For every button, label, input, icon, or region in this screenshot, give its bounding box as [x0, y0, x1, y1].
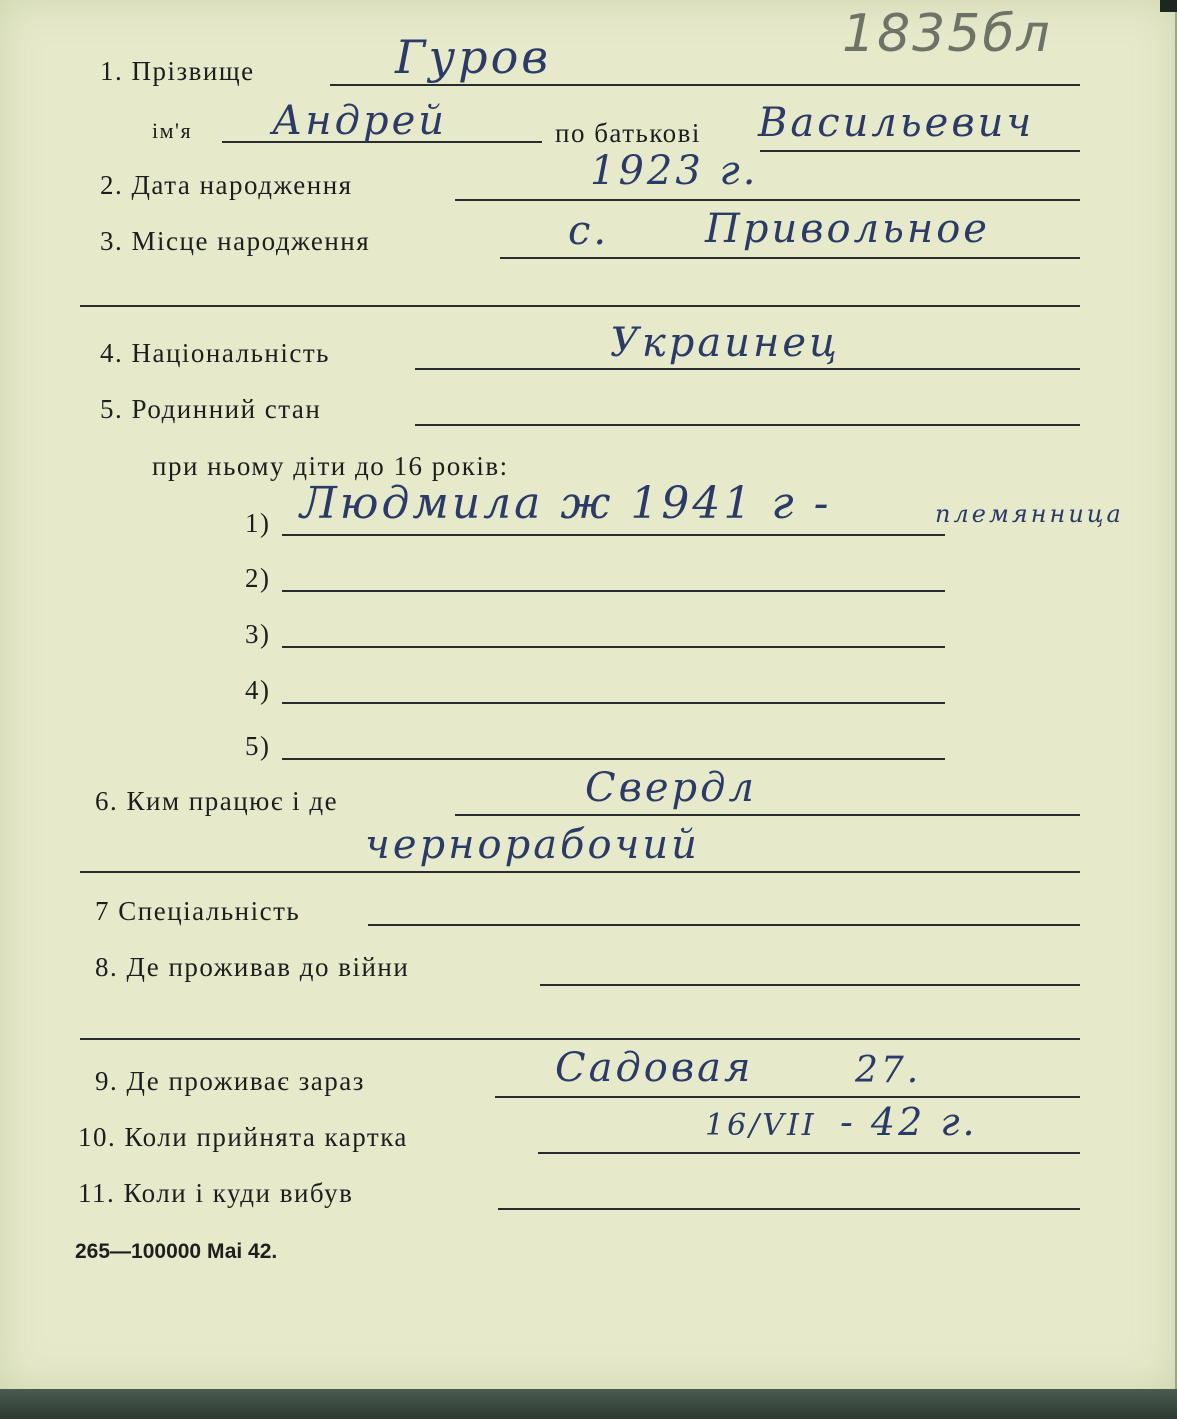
work-value-2: чернорабочий [365, 822, 700, 868]
prewar-residence-label: 8. Де проживав до війни [95, 952, 410, 982]
surname-line [330, 84, 1080, 86]
background-surface [0, 1389, 1177, 1419]
first-name-value: Андрей [272, 98, 448, 144]
current-residence-street: Садовая [555, 1045, 754, 1091]
family-status-label: 5. Родинний стан [100, 394, 322, 424]
child-1-line [282, 534, 945, 536]
patronymic-value: Васильевич [758, 100, 1035, 146]
child-3-label: 3) [245, 619, 271, 649]
work-label: 6. Ким працює і де [95, 786, 339, 816]
surname-label: 1. Прізвище [100, 56, 255, 86]
birth-place-line [500, 257, 1080, 259]
birth-place-value: Привольное [705, 206, 990, 252]
children-label: при ньому діти до 16 років: [152, 451, 509, 481]
first-name-label: ім'я [152, 118, 193, 143]
print-footer: 265—100000 Маі 42. [75, 1240, 278, 1263]
child-4-line [282, 702, 945, 704]
family-status-line [415, 424, 1080, 426]
nationality-value: Украинец [610, 320, 840, 366]
nationality-line [415, 368, 1080, 370]
birth-date-value: 1923 г. [590, 148, 759, 194]
card-accepted-date: 16/VII [705, 1108, 817, 1143]
birth-place-line-2 [80, 305, 1080, 307]
child-1-value: Людмила ж 1941 г - [300, 478, 832, 529]
current-residence-label: 9. Де проживає зараз [95, 1066, 365, 1096]
departed-label: 11. Коли і куди вибув [78, 1178, 354, 1208]
child-5-line [282, 758, 945, 760]
patronymic-label: по батькові [555, 118, 701, 148]
child-1-label: 1) [245, 508, 271, 538]
current-residence-line [495, 1096, 1080, 1098]
child-5-label: 5) [245, 731, 271, 761]
child-2-label: 2) [245, 563, 271, 593]
stamp-number: 1835бл [842, 4, 1052, 64]
patronymic-line [760, 150, 1080, 152]
child-4-label: 4) [245, 675, 271, 705]
surname-value: Гуров [395, 30, 552, 84]
background-corner [1160, 0, 1177, 12]
card-accepted-year: - 42 г. [840, 1100, 978, 1144]
work-line [455, 814, 1080, 816]
card-accepted-line [538, 1152, 1080, 1154]
birth-place-label: 3. Місце народження [100, 226, 371, 256]
current-residence-number: 27. [855, 1050, 922, 1091]
specialty-line [368, 924, 1080, 926]
child-3-line [282, 646, 945, 648]
prewar-residence-line-2 [80, 1038, 1080, 1040]
work-value-1: Свердл [585, 765, 757, 811]
birth-date-line [455, 199, 1080, 201]
card-accepted-label: 10. Коли прийнята картка [78, 1122, 408, 1152]
nationality-label: 4. Національність [100, 338, 330, 368]
work-line-2 [80, 871, 1080, 873]
birth-place-prefix: с. [568, 208, 610, 254]
prewar-residence-line [540, 984, 1080, 986]
birth-date-label: 2. Дата народження [100, 170, 353, 200]
departed-line [498, 1208, 1080, 1210]
child-2-line [282, 590, 945, 592]
specialty-label: 7 Спеціальність [95, 896, 301, 926]
child-1-note: племянница [935, 500, 1124, 528]
